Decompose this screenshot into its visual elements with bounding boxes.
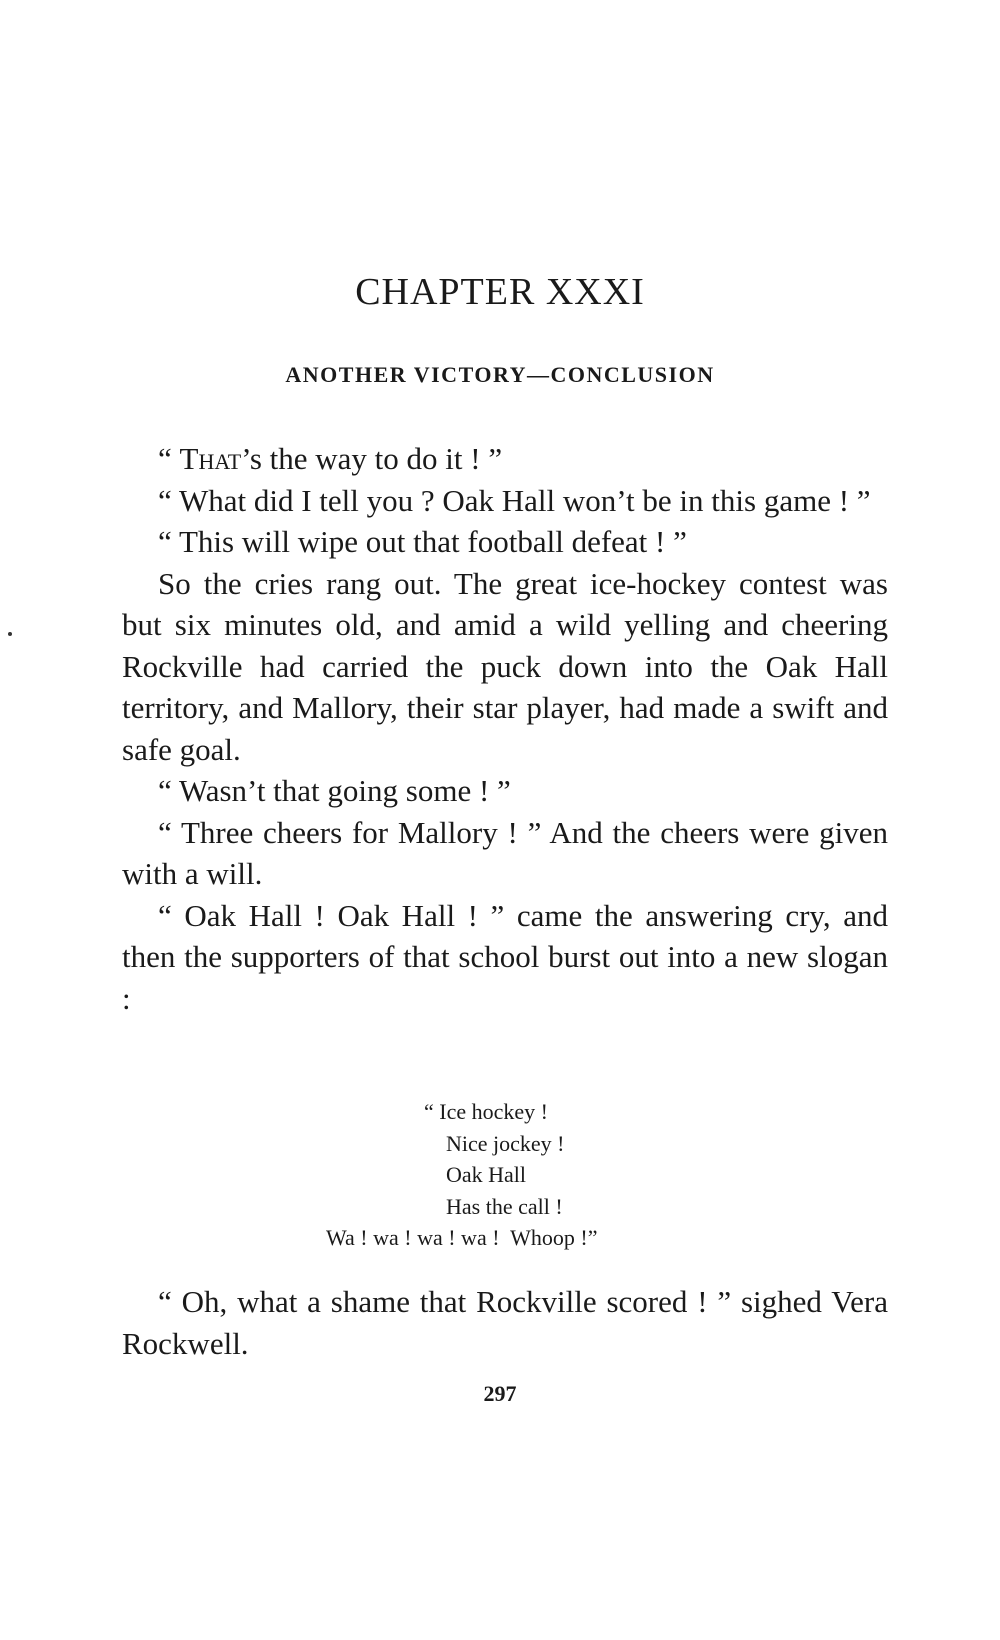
closing-text bbox=[122, 1281, 888, 1364]
smallcaps-word: That bbox=[179, 441, 242, 476]
chapter-subtitle: ANOTHER VICTORY—CONCLUSION bbox=[285, 362, 715, 387]
open-quote: “ bbox=[158, 441, 180, 476]
paragraph: So the cries rang out. The great ice-hockey contest was but six minutes old, and amid a wild yelling and cheering Rockville had carried the puck down into the Oak Hall territory, and Mallory, their star player, had made a swift and safe goal. bbox=[122, 565, 888, 767]
verse-line: Wa ! wa ! wa ! wa ! Whoop !” bbox=[326, 1225, 598, 1250]
margin-speck bbox=[8, 632, 12, 636]
page-number: 297 bbox=[483, 1381, 517, 1406]
chapter-title: CHAPTER XXXI bbox=[355, 271, 645, 313]
paragraph: “ Wasn’t that going some ! ” bbox=[158, 773, 511, 808]
verse-line: Has the call ! bbox=[446, 1193, 563, 1219]
paragraph: “ What did I tell you ? Oak Hall won’t be in this game ! ” bbox=[158, 482, 871, 518]
body-text bbox=[122, 438, 888, 1019]
paragraph: “ This will wipe out that football defeat ! ” bbox=[158, 524, 687, 559]
paragraph-rest: ’s the way to do it ! ” bbox=[241, 441, 503, 476]
verse-line: Nice jockey ! bbox=[446, 1130, 565, 1156]
paragraph bbox=[122, 438, 888, 480]
verse-line: “ Ice hockey ! bbox=[424, 1099, 548, 1124]
paragraph: “ Oh, what a shame that Rockville scored ! ” sighed Vera Rockwell. bbox=[122, 1284, 888, 1361]
verse-line: Oak Hall bbox=[446, 1162, 527, 1187]
paragraph: “ Oak Hall ! Oak Hall ! ” came the answering cry, and then the supporters of that school burst out into a new slogan : bbox=[122, 897, 888, 1016]
paragraph: “ Three cheers for Mallory ! ” And the cheers were given with a will. bbox=[122, 814, 888, 891]
